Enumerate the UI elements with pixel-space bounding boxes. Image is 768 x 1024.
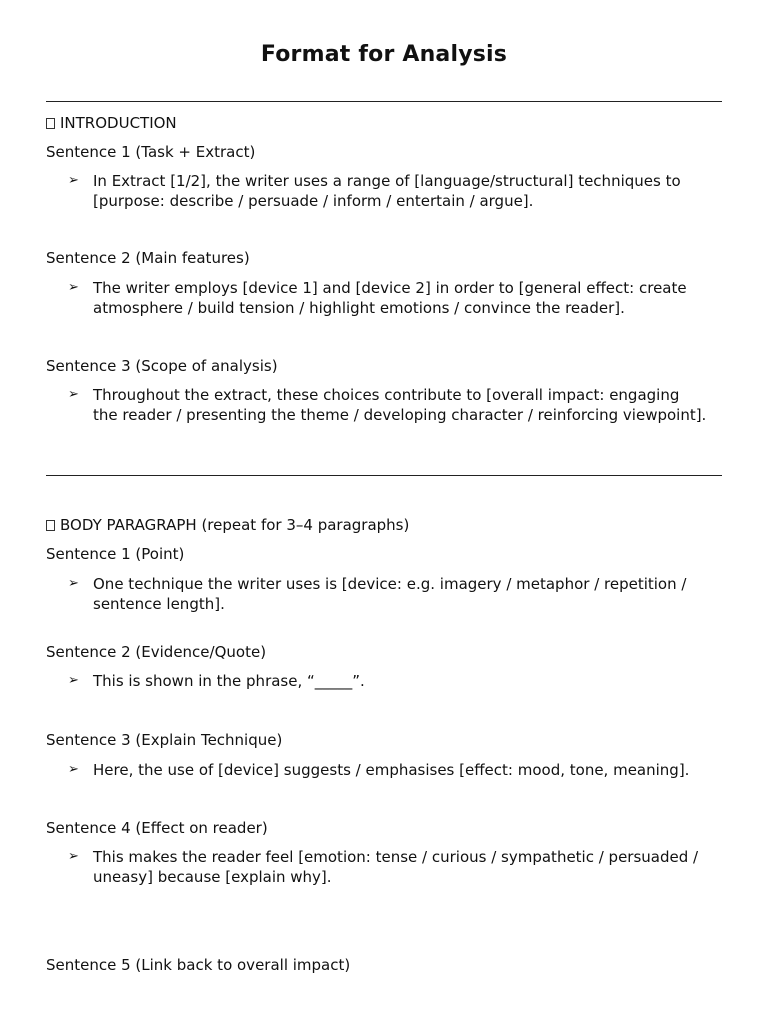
intro-sentence-3-bullet (68, 385, 708, 425)
body-sentence-5-label: Sentence 5 (Link back to overall impact) (46, 956, 351, 974)
arrow-bullet-icon: ➢ (68, 673, 79, 688)
page-title: Format for Analysis (260, 42, 508, 67)
intro-sentence-2-label: Sentence 2 (Main features) (46, 249, 250, 267)
intro-sentence-2-bullet (68, 278, 708, 318)
body-heading (46, 515, 409, 535)
divider (46, 475, 722, 476)
arrow-bullet-icon: ➢ (68, 849, 79, 864)
body-sentence-4-label: Sentence 4 (Effect on reader) (46, 819, 268, 837)
body-sentence-4-bullet (68, 847, 708, 887)
bullet-text: This makes the reader feel [emotion: tense / curious / sympathetic / persuaded / uneasy] because [explain why]. (93, 848, 699, 886)
missing-glyph-icon (46, 118, 55, 129)
body-sentence-3-bullet (68, 760, 708, 780)
arrow-bullet-icon: ➢ (68, 387, 79, 402)
bullet-text: In Extract [1/2], the writer uses a range of [language/structural] techniques to [purpose: describe / persuade / inform / entertain / argue]. (93, 172, 681, 210)
body-sentence-2-label: Sentence 2 (Evidence/Quote) (46, 643, 267, 661)
divider (46, 101, 722, 102)
bullet-text: The writer employs [device 1] and [device 2] in order to [general effect: create atmosphere / build tension / highlight emotions / convince the reader]. (93, 279, 687, 317)
intro-sentence-1-bullet (68, 171, 708, 211)
body-sentence-2-bullet (68, 671, 708, 691)
missing-glyph-icon (46, 520, 55, 531)
bullet-text: Throughout the extract, these choices contribute to [overall impact: engaging the reader / presenting the theme / developing character / reinforcing viewpoint]. (93, 386, 707, 424)
body-sentence-1-label: Sentence 1 (Point) (46, 545, 185, 563)
bullet-text: This is shown in the phrase, “_____”. (93, 672, 365, 690)
body-heading-text: BODY PARAGRAPH (repeat for 3–4 paragraphs) (60, 516, 410, 534)
intro-heading-text: INTRODUCTION (60, 114, 177, 132)
bullet-text: One technique the writer uses is [device: e.g. imagery / metaphor / repetition / sentence length]. (93, 575, 687, 613)
body-sentence-1-bullet (68, 574, 708, 614)
arrow-bullet-icon: ➢ (68, 280, 79, 295)
arrow-bullet-icon: ➢ (68, 762, 79, 777)
arrow-bullet-icon: ➢ (68, 576, 79, 591)
bullet-text: Here, the use of [device] suggests / emphasises [effect: mood, tone, meaning]. (93, 761, 690, 779)
intro-sentence-3-label: Sentence 3 (Scope of analysis) (46, 357, 278, 375)
intro-sentence-1-label: Sentence 1 (Task + Extract) (46, 143, 256, 161)
arrow-bullet-icon: ➢ (68, 173, 79, 188)
intro-heading (46, 113, 177, 133)
body-sentence-3-label: Sentence 3 (Explain Technique) (46, 731, 283, 749)
